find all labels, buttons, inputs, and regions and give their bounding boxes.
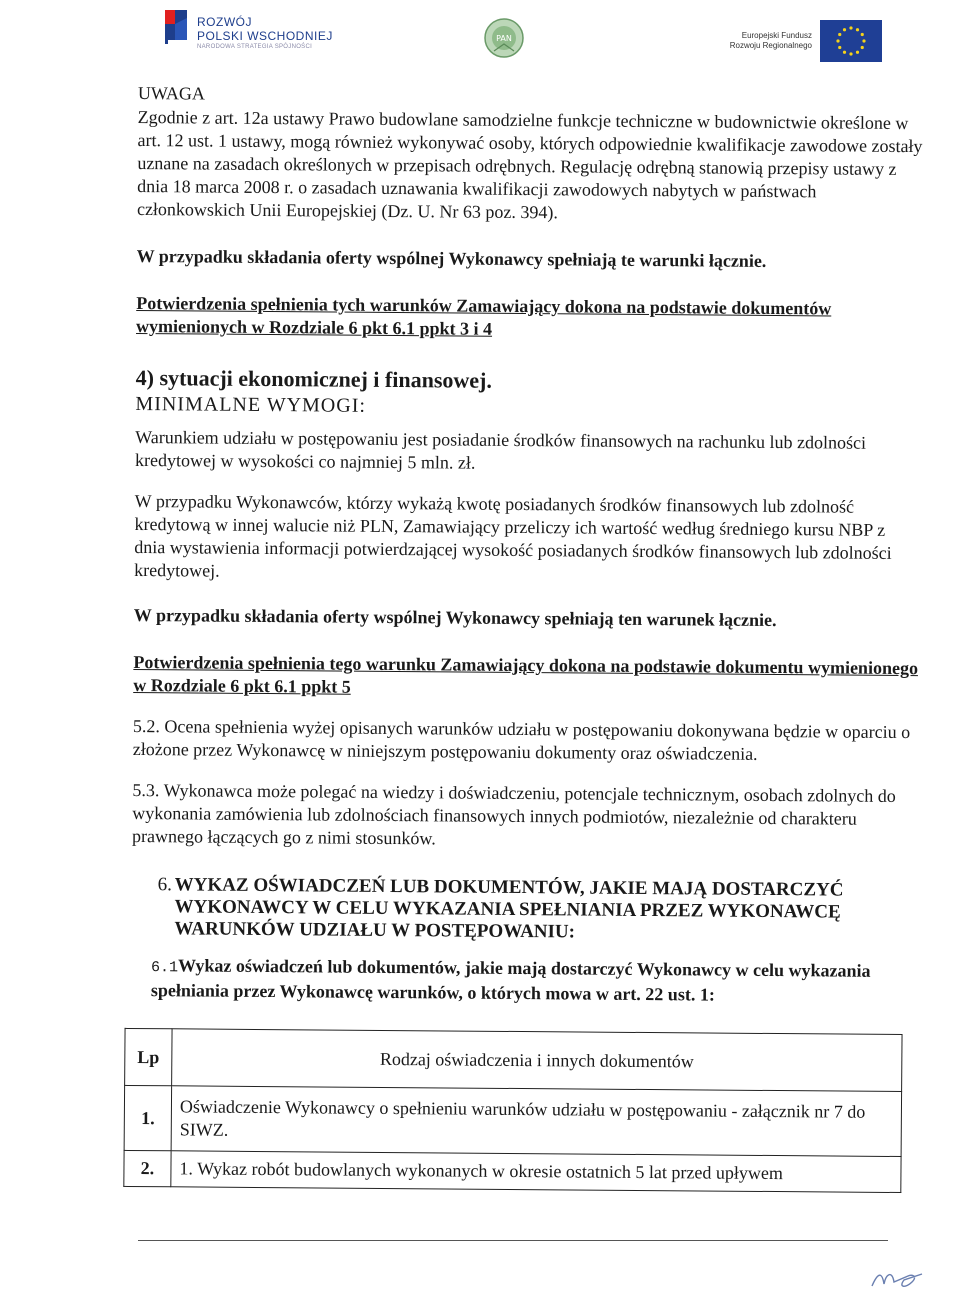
logo-line-2: POLSKI WSCHODNIEJ [197,29,333,43]
eu-star [856,28,859,31]
eu-star [861,33,864,36]
svg-text:PAN: PAN [496,34,512,43]
section-4-paragraph-2: W przypadku Wykonawców, którzy wykażą kwotę posiadanych środków finansowych lub zdolność kredytową w innej walucie niż PLN, Zamawiający przeliczy ich wartość według średniego kursu NBP z dnia wystawienia informacji potwierdzającej wysokość posiadanych środków finansowych lub zdolności kredytowej. [134,490,892,581]
table-row [124,1150,901,1192]
table-cell-document: 1. Wykaz robót budowlanych wykonanych w okresie ostatnich 5 lat przed upływem [171,1151,901,1193]
rozwoj-polski-wschodniej-logo [163,6,333,50]
paragraph-5-3-number: 5.3. [132,779,160,801]
eu-flag-icon [820,20,882,62]
joint-offer-note-1: W przypadku składania oferty wspólnej Wykonawcy spełniają te warunki łącznie. [136,245,767,271]
paragraph-5-2-number: 5.2. [132,715,161,737]
logo-line-3: NARODOWA STRATEGIA SPÓJNOŚCI [197,44,313,50]
section-6-title: WYKAZ OŚWIADCZEŃ LUB DOKUMENTÓW, JAKIE MAJĄ DOSTARCZYĆ WYKONAWCY W CELU WYKAZANIA SPEŁNIANIA PRZEZ WYKONAWCĘ WARUNKÓW UDZIAŁU W POSTĘPOWANIU: [174,874,844,943]
section-4-heading: 4) sytuacji ekonomicznej i finansowej. [135,364,493,393]
uwaga-text: Zgodnie z art. 12a ustawy Prawo budowlane samodzielne funkcje techniczne w budownictwie określone w art. 12 ust. 1 ustawy, mogą również wykonywać osoby, których odpowiednie kwalifikacje zawodowe zostały uznane na zasadach określonych w przepisach odrębnych. Regulację odrębną stanowią przepisy ustawy z dnia 18 marca 2008 r. o zasadach uznawania kwalifikacji zawodowych nabytych w państwach członkowskich Unii Europejskiej (Dz. U. Nr 63 poz. 394). [136,106,923,223]
eu-star [843,51,846,54]
section-6-number: 6. [157,874,173,896]
table-cell-lp: 1. [124,1085,172,1150]
table-header-lp: Lp [125,1028,172,1085]
eu-line-2: Rozwoju Regionalnego [729,41,812,50]
page-header [0,0,960,70]
minimal-requirements-label: MINIMALNE WYMOGI: [135,392,367,417]
page-content [131,72,924,1187]
paragraph-5-2-text: Ocena spełnienia wyżej opisanych warunków udziału w postępowaniu dokonywana będzie w oparciu o złożone przez Wykonawcę w niniejszym postępowaniu dokumenty oraz oświadczenia. [132,716,911,764]
eu-star [856,51,859,54]
eu-star [849,26,852,29]
table-header-row [125,1028,902,1091]
table-cell-document: Oświadczenie Wykonawcy o spełnieniu warunków udziału w postępowaniu - załącznik nr 7 do SIWZ. [171,1086,901,1157]
joint-offer-note-2: W przypadku składania oferty wspólnej Wykonawcy spełniają ten warunek łącznie. [133,604,777,631]
eu-star [836,39,839,42]
eu-fund-logo [730,20,882,62]
eu-star [849,52,852,55]
bottom-divider [138,1240,888,1241]
table-header-type: Rodzaj oświadczenia i innych dokumentów [172,1029,902,1092]
paragraph-5-2 [133,715,919,767]
section-6-heading [157,874,917,946]
section-6-1-number: 6.1 [150,959,179,977]
eu-star [838,33,841,36]
paragraph-5-3 [132,779,919,854]
eu-star [862,39,865,42]
section-6-1 [151,954,917,1008]
logo-line-1: ROZWÓJ [197,15,252,29]
section-6-1-text: Wykaz oświadczeń lub dokumentów, jakie mają dostarczyć Wykonawcy w celu wykazania spełniania przez Wykonawcę warunków, o których mowa w art. 22 ust. 1: [150,955,871,1005]
table-row [124,1085,901,1156]
pan-seal-icon [484,18,524,58]
section-4-paragraph-1: Warunkiem udziału w postępowaniu jest posiadanie środków finansowych na rachunku lub zdolności kredytowej w wysokości co najmniej 5 mln. zł. [134,426,867,473]
uwaga-title: UWAGA [137,82,205,104]
eu-star [838,46,841,49]
handwritten-signature-icon [868,1264,928,1294]
documents-table [123,1028,902,1193]
confirmation-note-1: Potwierdzenia spełnienia tych warunków Zamawiający dokona na podstawie dokumentów wymienionych w Rozdziale 6 pkt 6.1 ppkt 3 i 4 [136,292,832,339]
confirmation-note-2: Potwierdzenia spełnienia tego warunku Zamawiający dokona na podstawie dokumentu wymienionego w Rozdziale 6 pkt 6.1 ppkt 5 [133,651,919,697]
eu-star [861,46,864,49]
table-cell-lp: 2. [124,1150,171,1186]
eu-star [843,28,846,31]
paragraph-5-3-text: Wykonawca może polegać na wiedzy i doświadczeniu, potencjale technicznym, osobach zdolnych do wykonania zamówienia lub zdolnościach finansowych innych podmiotów, niezależnie od charakteru prawnego łączących go z nimi stosunków. [131,780,896,849]
flag-logo-icon [163,6,191,44]
eu-line-1: Europejski Fundusz [741,30,812,40]
